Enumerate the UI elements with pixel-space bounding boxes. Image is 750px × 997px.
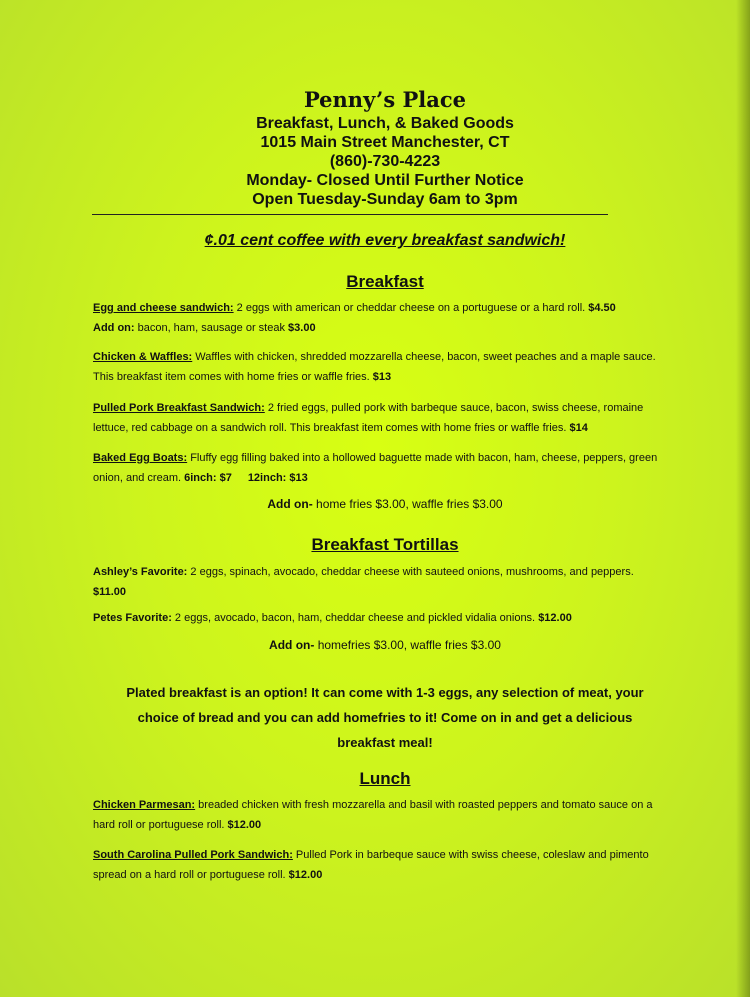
item-description-cont: spread on a hard roll or portuguese roll. — [93, 869, 289, 881]
header-divider — [92, 214, 608, 215]
item-description-cont: lettuce, red cabbage on a sandwich roll. This breakfast item comes with home fries or waffle fries. — [93, 422, 570, 434]
item-name: Petes Favorite: — [93, 612, 172, 624]
item-price: $14 — [569, 422, 588, 434]
addon-label: Add on- — [267, 497, 313, 511]
menu-item-chicken-parmesan — [93, 795, 703, 835]
plated-line: Plated breakfast is an option! It can come with 1-3 eggs, any selection of meat, your — [126, 685, 644, 700]
item-description: Fluffy egg filling baked into a hollowed baguette made with bacon, ham, cheese, peppers, green — [187, 452, 658, 464]
menu-item-chicken-waffles — [93, 347, 703, 387]
item-description: Pulled Pork in barbeque sauce with swiss cheese, coleslaw and pimento — [292, 849, 649, 861]
menu-item-ashleys-favorite — [93, 562, 703, 602]
addon-text: homefries $3.00, waffle fries $3.00 — [314, 638, 501, 652]
item-name: Egg and cheese sandwich: — [93, 302, 234, 314]
item-price: $4.50 — [588, 302, 616, 314]
item-description: 2 eggs, avocado, bacon, ham, cheddar cheese and pickled vidalia onions. — [171, 612, 539, 624]
tagline: Breakfast, Lunch, & Baked Goods — [256, 115, 514, 132]
section-title-lunch: Lunch — [359, 769, 411, 788]
item-name: Chicken & Waffles: — [93, 351, 193, 363]
closed-notice: Monday- Closed Until Further Notice — [246, 172, 524, 189]
addon-label: Add on: — [93, 322, 135, 334]
item-description: 2 fried eggs, pulled pork with barbeque sauce, bacon, swiss cheese, romaine — [264, 402, 644, 414]
plated-breakfast-note — [100, 680, 670, 755]
item-price: $13 — [372, 371, 392, 383]
item-description: 2 eggs, spinach, avocado, cheddar cheese with sauteed onions, mushrooms, and peppers. — [187, 566, 634, 578]
addon-label: Add on- — [269, 638, 315, 652]
addon-description: bacon, ham, sausage or steak — [134, 322, 289, 334]
plated-line: breakfast meal! — [337, 735, 433, 750]
menu-item-egg-boats — [93, 448, 703, 488]
coffee-promo: ¢.01 cent coffee with every breakfast sandwich! — [204, 232, 566, 249]
menu-item-petes-favorite — [93, 608, 703, 628]
addon-price: $3.00 — [288, 322, 316, 334]
item-price-small: 6inch: $7 — [184, 472, 232, 484]
item-name: Pulled Pork Breakfast Sandwich: — [93, 402, 265, 414]
item-description-cont: hard roll or portuguese roll. — [93, 819, 228, 831]
menu-header — [90, 86, 680, 209]
plated-line: choice of bread and you can add homefries to it! Come on in and get a delicious — [137, 710, 633, 725]
section-title-tortillas: Breakfast Tortillas — [311, 535, 459, 554]
menu-item-pulled-pork-breakfast — [93, 398, 703, 438]
address: 1015 Main Street Manchester, CT — [260, 134, 510, 151]
menu-item-egg-cheese — [93, 298, 703, 338]
tortilla-addons — [60, 638, 710, 652]
item-name: Baked Egg Boats: — [93, 452, 188, 464]
breakfast-addons — [60, 497, 710, 511]
item-price: $12.00 — [538, 612, 572, 624]
section-title-breakfast: Breakfast — [346, 272, 424, 291]
page-edge-shadow — [736, 0, 750, 997]
item-description-cont: onion, and cream. — [93, 472, 185, 484]
item-price: $12.00 — [288, 869, 323, 881]
item-description: 2 eggs with american or cheddar cheese on a portuguese or a hard roll. — [233, 302, 589, 314]
item-description-cont: This breakfast item comes with home fries or waffle fries. — [93, 371, 373, 383]
item-price-large: 12inch: $13 — [247, 472, 308, 484]
item-description: Waffles with chicken, shredded mozzarella cheese, bacon, sweet peaches and a maple sauce. — [192, 351, 656, 363]
addon-text: home fries $3.00, waffle fries $3.00 — [312, 497, 503, 511]
item-description: breaded chicken with fresh mozzarella and basil with roasted peppers and tomato sauce on a — [195, 799, 653, 811]
item-price: $11.00 — [93, 586, 127, 598]
phone-number: (860)-730-4223 — [329, 153, 441, 170]
opening-hours: Open Tuesday-Sunday 6am to 3pm — [252, 191, 518, 208]
restaurant-name: Penny’s Place — [303, 87, 467, 112]
menu-item-sc-pulled-pork — [93, 845, 703, 885]
item-name: Ashley’s Favorite: — [93, 566, 188, 578]
item-price: $12.00 — [227, 819, 262, 831]
item-name: Chicken Parmesan: — [93, 799, 196, 811]
item-name: South Carolina Pulled Pork Sandwich: — [93, 849, 293, 861]
